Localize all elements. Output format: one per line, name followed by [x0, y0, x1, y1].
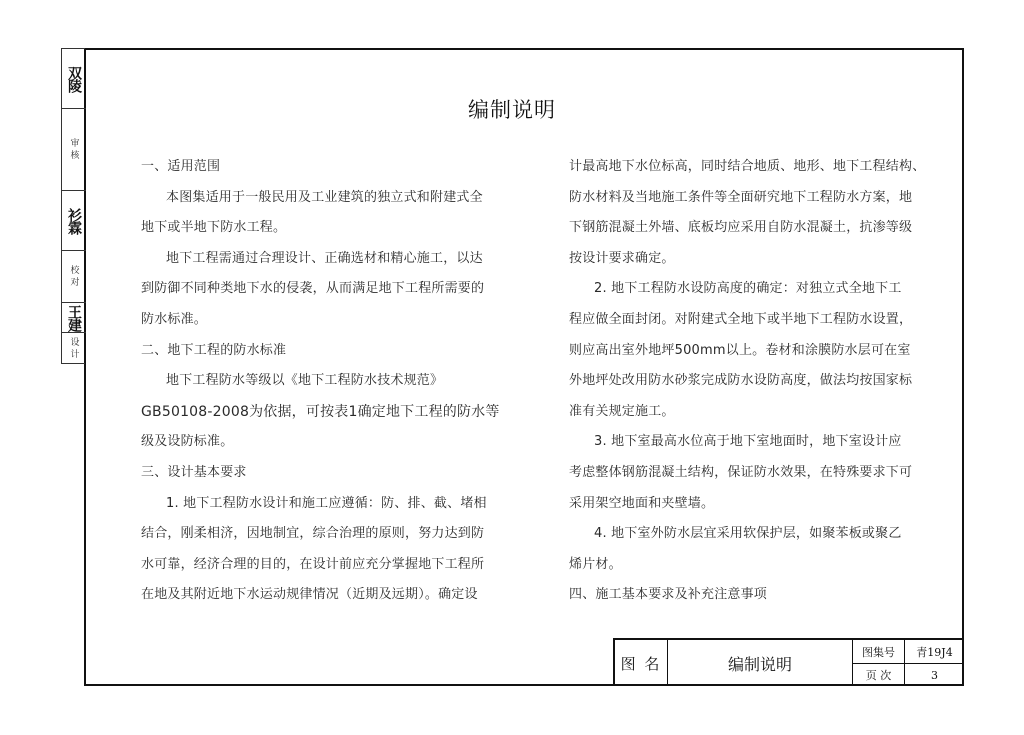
text-line: 下钢筋混凝土外墙、底板均应采用自防水混凝土，抗渗等级 — [569, 220, 913, 236]
text-line: 防水材料及当地施工条件等全面研究地下工程防水方案，地 — [569, 189, 913, 205]
text-line: 2. 地下工程防水设防高度的确定：对独立式全地下工 — [594, 281, 902, 297]
text-line: 水可靠，经济合理的目的，在设计前应充分掌握地下工程所 — [141, 556, 485, 572]
text-line: 准有关规定施工。 — [569, 403, 675, 419]
section-heading-standard: 二、地下工程的防水标准 — [141, 342, 287, 358]
proofread-label: 校对 — [68, 264, 79, 289]
text-line: 外地坪处改用防水砂浆完成防水设防高度，做法均按国家标 — [569, 373, 913, 389]
design-label: 设计 — [68, 337, 79, 361]
review-label: 审核 — [68, 137, 79, 162]
text-line: 采用架空地面和夹壁墙。 — [569, 495, 715, 511]
strip-signature-proofread — [62, 191, 86, 251]
text-line: 防水标准。 — [141, 311, 208, 327]
text-line: 地下工程防水等级以《地下工程防水技术规范》 — [166, 373, 444, 389]
text-column-left — [141, 152, 500, 611]
text-line: 级及设防标准。 — [141, 434, 234, 450]
text-line: 则应高出室外地坪500mm以上。卷材和涂膜防水层可在室 — [569, 342, 911, 358]
text-line: 考虑整体钢筋混凝土结构，保证防水效果，在特殊要求下可 — [569, 464, 913, 480]
text-line: 在地及其附近地下水运动规律情况（近期及远期）。确定设 — [141, 587, 478, 603]
page-number-value: 3 — [931, 668, 938, 682]
page-title: 编制说明 — [468, 98, 556, 122]
title-block — [613, 638, 964, 686]
text-line: 结合，刚柔相济，因地制宜，综合治理的原则，努力达到防 — [141, 526, 485, 542]
atlas-number-value: 青19J4 — [916, 645, 953, 659]
designer-signature: 王建 — [66, 304, 82, 331]
text-line: 1. 地下工程防水设计和施工应遵循：防、排、截、堵相 — [166, 495, 487, 511]
text-line: GB50108-2008为依据，可按表1确定地下工程的防水等 — [141, 403, 500, 420]
section-heading-design: 三、设计基本要求 — [141, 464, 247, 480]
proofreader-signature: 衫霖 — [66, 207, 82, 234]
text-line: 烯片材。 — [569, 556, 622, 572]
text-line: 地下或半地下防水工程。 — [141, 220, 287, 236]
text-line: 到防御不同种类地下水的侵袭，从而满足地下工程所需要的 — [141, 281, 485, 297]
drawing-name-value: 编制说明 — [727, 654, 792, 674]
text-line: 本图集适用于一般民用及工业建筑的独立式和附建式全 — [166, 189, 483, 205]
text-column-right — [569, 152, 926, 611]
text-line: 4. 地下室外防水层宜采用软保护层，如聚苯板或聚乙 — [594, 526, 902, 542]
text-line: 3. 地下室最高水位高于地下室地面时，地下室设计应 — [594, 434, 902, 450]
strip-signature-design — [62, 303, 86, 333]
text-line: 按设计要求确定。 — [569, 250, 675, 266]
section-heading-scope: 一、适用范围 — [141, 159, 221, 174]
text-line: 地下工程需通过合理设计、正确选材和精心施工，以达 — [166, 250, 483, 266]
text-line: 计最高地下水位标高，同时结合地质、地形、地下工程结构、 — [569, 159, 926, 174]
page-number-label: 页 次 — [865, 669, 892, 682]
section-heading-construction: 四、施工基本要求及补充注意事项 — [569, 587, 768, 603]
strip-label-proofread — [62, 251, 86, 303]
text-line: 程应做全面封闭。对附建式全地下或半地下工程防水设置， — [569, 311, 913, 327]
strip-label-design — [62, 333, 86, 365]
reviewer-signature: 双陵 — [66, 65, 82, 92]
drawing-name-label: 图 名 — [620, 654, 662, 673]
atlas-number-label: 图集号 — [862, 645, 895, 659]
